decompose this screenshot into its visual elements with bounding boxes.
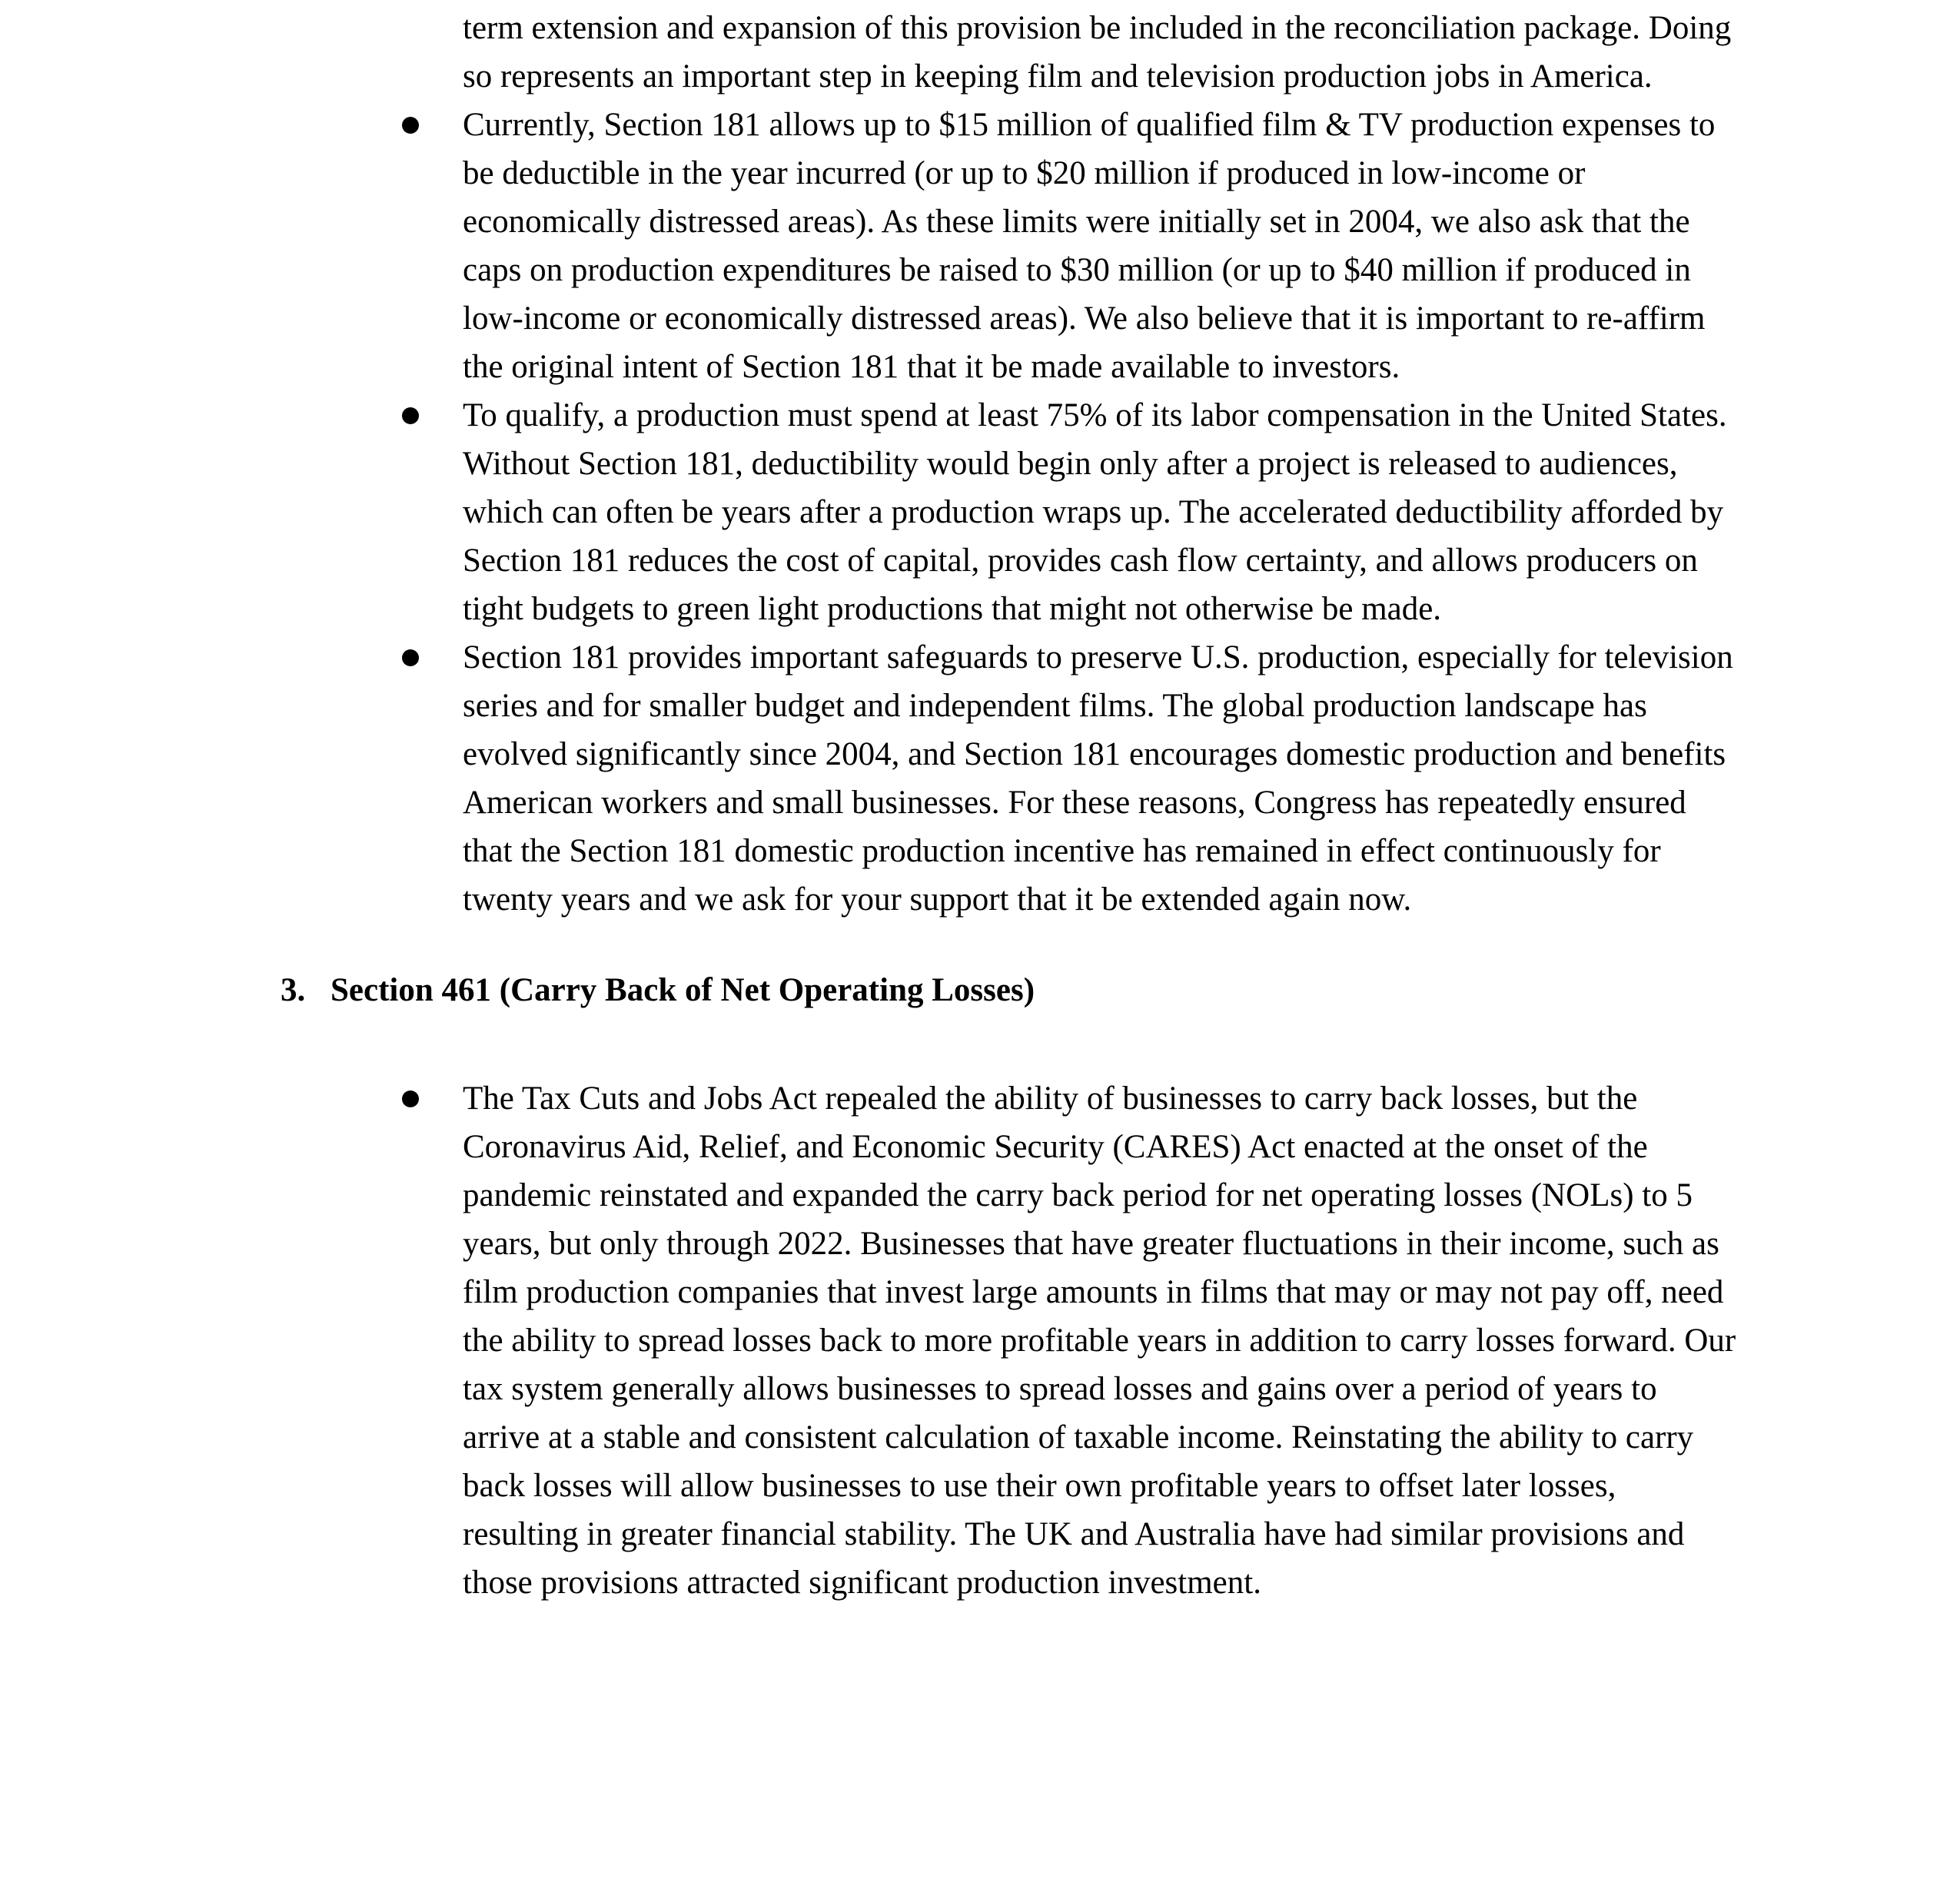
bullet-marker [402, 649, 419, 666]
bullet-text-section181-qualify: To qualify, a production must spend at least 75% of its labor compensation in the United States. Without Section 181, deductibility would begin only after a project is released to audiences, which can often be years after a production wraps up. The accelerated deductibility afforded by Section 181 reduces the cost of capital, provides cash flow certainty, and allows producers on tight budgets to green light productions that might not otherwise be made. [463, 397, 1727, 627]
bullet-text-section461-nols: The Tax Cuts and Jobs Act repealed the ability of businesses to carry back losses, but the Coronavirus Aid, Relief, and Economic Security (CARES) Act enacted at the onset of the pandemic reinstated and expanded the carry back period for net operating losses (NOLs) to 5 years, but only through 2022. Businesses that have greater fluctuations in their income, such as film production companies that invest large amounts in films that may or may not pay off, need the ability to spread losses back to more profitable years in addition to carry losses forward. Our tax system generally allows businesses to spread losses and gains over a period of years to arrive at a stable and consistent calculation of taxable income. Reinstating the ability to carry back losses will allow businesses to use their own profitable years to offset later losses, resulting in greater financial stability. The UK and Australia have had similar provisions and those provisions attracted significant production investment. [463, 1080, 1736, 1601]
list-item [463, 1074, 1739, 1607]
heading-number: 3. [281, 972, 306, 1008]
list-item [463, 633, 1739, 924]
list-item [463, 391, 1739, 633]
document-content [281, 4, 1739, 1607]
intro-paragraph: term extension and expansion of this provision be included in the reconciliation package. Doing so represents an important step in keeping film and television production jobs in America. [463, 10, 1732, 95]
heading-title: Section 461 (Carry Back of Net Operating Losses) [331, 972, 1035, 1008]
bullet-marker [402, 407, 419, 424]
list-item [463, 101, 1739, 391]
section-heading [281, 966, 1739, 1014]
bullet-marker [402, 1090, 419, 1107]
bullet-text-section181-safeguards: Section 181 provides important safeguards to preserve U.S. production, especially for television series and for smaller budget and independent films. The global production landscape has evolved significantly since 2004, and Section 181 encourages domestic production and benefits American workers and small businesses. For these reasons, Congress has repeatedly ensured that the Section 181 domestic production incentive has remained in effect continuously for twenty years and we ask for your support that it be extended again now. [463, 639, 1733, 918]
bullet-text-section181-limits: Currently, Section 181 allows up to $15 million of qualified film & TV production expenses to be deductible in the year incurred (or up to $20 million if produced in low-income or economically distressed areas). As these limits were initially set in 2004, we also ask that the caps on production expenditures be raised to $30 million (or up to $40 million if produced in low-income or economically distressed areas). We also believe that it is important to re-affirm the original intent of Section 181 that it be made available to investors. [463, 107, 1716, 385]
bullet-marker [402, 117, 419, 134]
